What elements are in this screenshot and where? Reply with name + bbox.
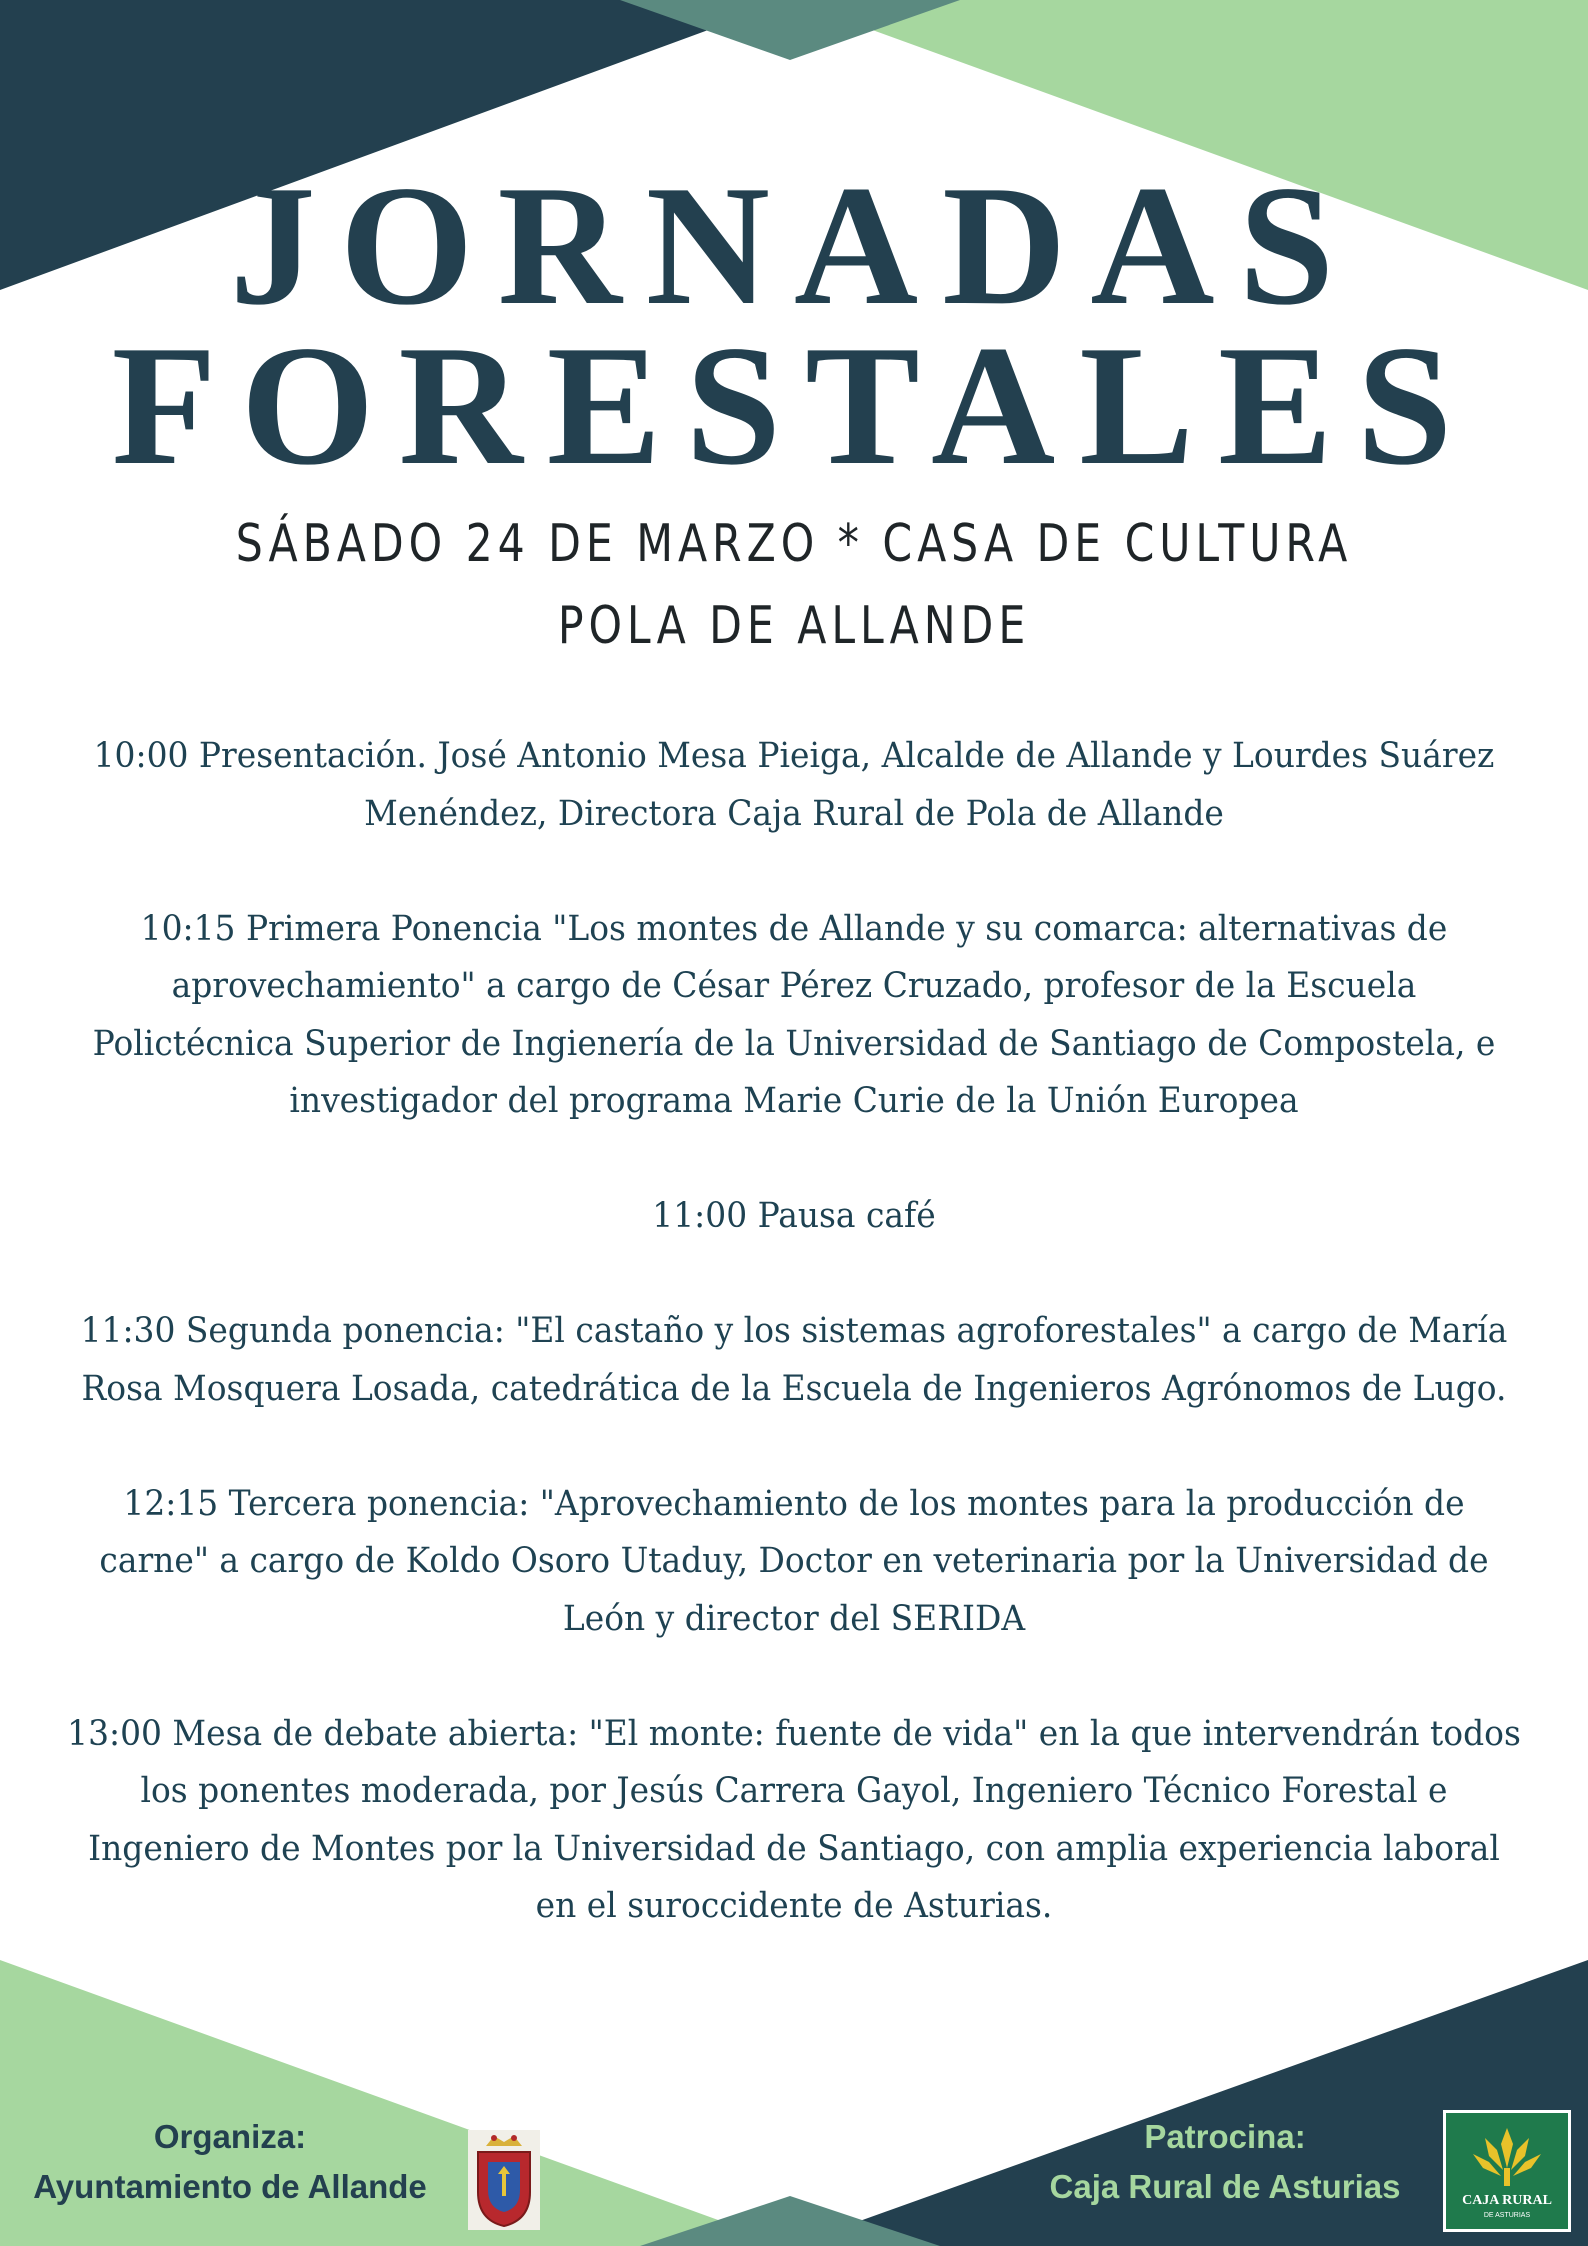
organizer-block — [0, 2112, 460, 2212]
program-item: 12:15 Tercera ponencia: "Aprovechamiento de los montes para la producción de carne" a cargo de Koldo Osoro Utaduy, Doctor en veterinaria por la Universidad de León y director del SERIDA — [99, 1483, 1489, 1639]
program-list — [20, 728, 1568, 1993]
caja-rural-logo-icon — [1443, 2110, 1571, 2232]
coat-of-arms-icon — [468, 2130, 540, 2230]
title-line-1: JORNADAS — [229, 151, 1359, 341]
caja-logo-line-2: DE ASTURIAS — [1483, 2212, 1531, 2219]
sponsor-label: Patrocina: — [1144, 2118, 1306, 2155]
title-line-2: FORESTALES — [111, 311, 1477, 501]
sponsor-name: Caja Rural de Asturias — [1049, 2168, 1401, 2205]
program-item: 13:00 Mesa de debate abierta: "El monte: fuente de vida" en la que intervendrán todos los ponentes moderada, por Jesús Carrera Gayol, Ingeniero Técnico Forestal e Ingeniero de Montes por la Universidad de Santiago, con amplia experiencia laboral en el suroccidente de Asturias. — [67, 1713, 1521, 1926]
organizer-label: Organiza: — [153, 2118, 307, 2155]
sponsor-block — [1010, 2112, 1440, 2212]
subtitle-location: POLA DE ALLANDE — [557, 596, 1031, 656]
program-item: 11:00 Pausa café — [652, 1196, 936, 1236]
subtitle-date-venue: SÁBADO 24 DE MARZO * CASA DE CULTURA — [235, 514, 1353, 574]
program-item: 10:00 Presentación. José Antonio Mesa Pieiga, Alcalde de Allande y Lourdes Suárez Menéndez, Directora Caja Rural de Pola de Allande — [93, 736, 1495, 834]
caja-logo-line-1: CAJA RURAL — [1462, 2193, 1552, 2208]
organizer-name: Ayuntamiento de Allande — [33, 2168, 427, 2205]
program-item: 11:30 Segunda ponencia: "El castaño y los sistemas agroforestales" a cargo de María Rosa Mosquera Losada, catedrática de la Escuela de Ingenieros Agrónomos de Lugo. — [80, 1311, 1508, 1409]
program-item: 10:15 Primera Ponencia "Los montes de Allande y su comarca: alternativas de aprovechamiento" a cargo de César Pérez Cruzado, profesor de la Escuela Polictécnica Superior de Ingienería de la Universidad de Santiago de Compostela, e investigador del programa Marie Curie de la Unión Europea — [92, 908, 1496, 1121]
